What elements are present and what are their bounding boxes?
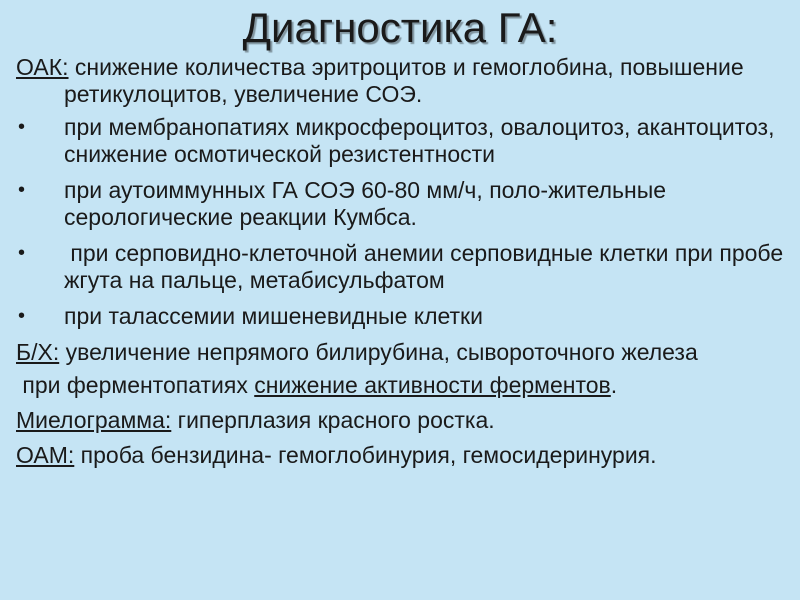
bullet-item-membranopathy <box>16 114 786 168</box>
bullet-text: при серповидно-клеточной анемии серповидные клетки при пробе жгута на пальце, метабисульфатом <box>64 240 790 293</box>
bullet-icon: • <box>18 179 26 201</box>
ferment-paragraph <box>16 372 786 399</box>
bx-text: увеличение непрямого билирубина, сывороточного железа <box>59 339 698 365</box>
slide-title: Диагностика ГА: <box>242 4 558 51</box>
ferment-underlined: снижение активности ферментов <box>254 372 611 398</box>
myelogram-text: гиперплазия красного ростка. <box>171 407 495 433</box>
oam-text: проба бензидина- гемоглобинурия, гемосидеринурия. <box>74 442 657 468</box>
bullet-text: при талассемии мишеневидные клетки <box>64 303 483 329</box>
oam-paragraph <box>16 442 786 469</box>
bullet-icon: • <box>18 242 26 264</box>
bx-label: Б/Х: <box>16 339 60 365</box>
bullet-item-thalassemia <box>16 303 786 330</box>
bullet-text: при аутоиммунных ГА СОЭ 60-80 мм/ч, поло-жительные серологические реакции Кумбса. <box>64 177 667 230</box>
bullet-item-sickle-cell <box>16 240 790 294</box>
bullet-icon: • <box>18 305 26 327</box>
oak-text: снижение количества эритроцитов и гемоглобина, повышение ретикулоцитов, увеличение СОЭ. <box>64 54 744 107</box>
oak-paragraph <box>16 54 786 108</box>
oam-label: ОАМ: <box>16 442 75 468</box>
oak-label: ОАК: <box>16 54 69 80</box>
ferment-prefix: при ферментопатиях <box>16 372 255 398</box>
bullet-item-autoimmune <box>16 177 786 231</box>
myelogram-paragraph <box>16 407 786 434</box>
slide-content <box>16 54 790 475</box>
bullet-icon: • <box>18 116 26 138</box>
myelogram-label: Миелограмма: <box>16 407 172 433</box>
bx-paragraph <box>16 339 786 366</box>
bullet-text: при мембранопатиях микросфероцитоз, овалоцитоз, акантоцитоз, снижение осмотической резистентности <box>64 114 775 167</box>
ferment-suffix: . <box>610 372 618 398</box>
